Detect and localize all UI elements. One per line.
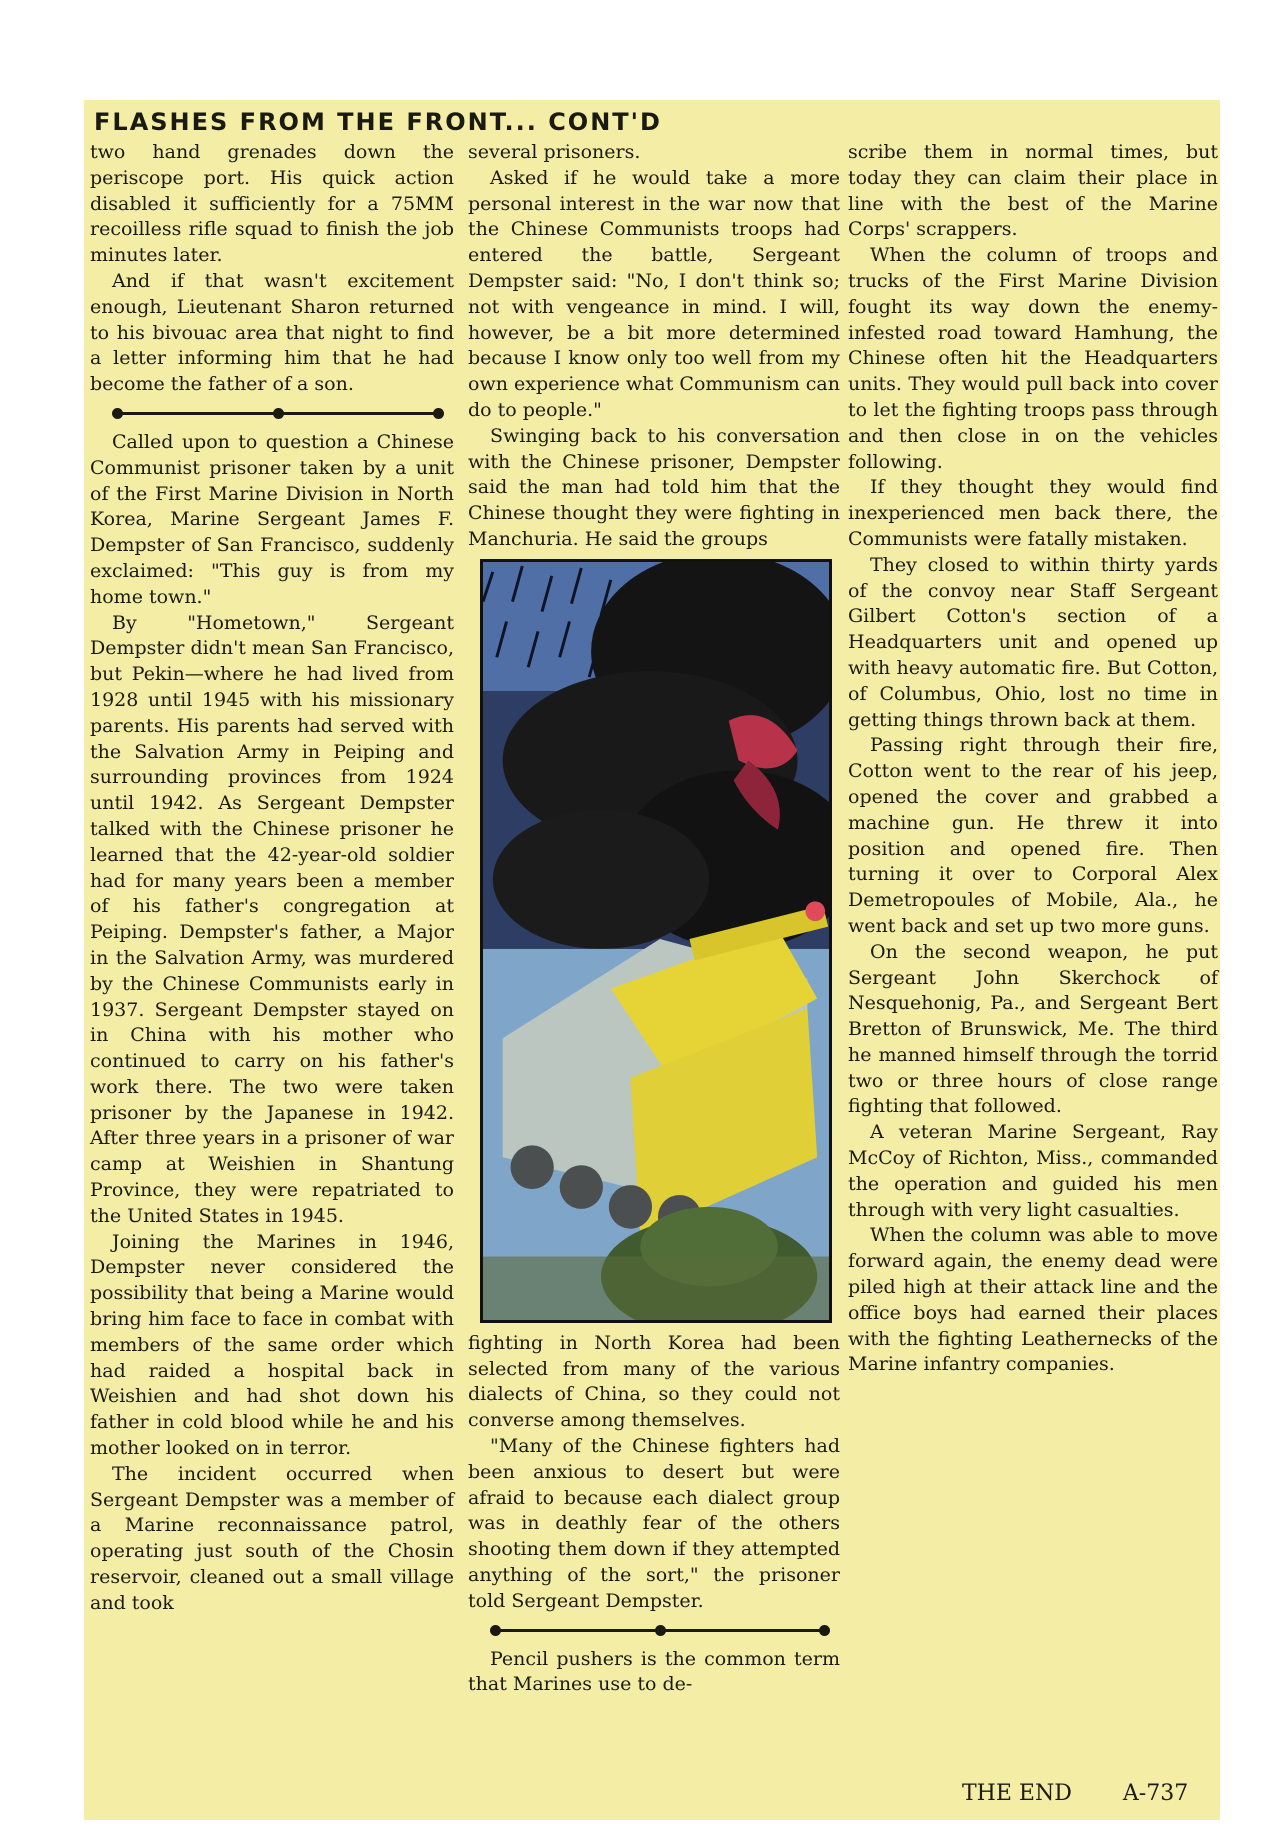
the-end-label: THE END (962, 1781, 1072, 1806)
comic-text-page (84, 100, 1220, 1820)
paragraph: Swinging back to his conversation with the Chinese prisoner, Dempster said the man had told him that the Chinese thought they were fighting in Manchuria. He said the groups (468, 424, 840, 550)
paragraph: By "Hometown," Sergeant Dempster didn't mean San Francisco, but Pekin—where he had lived from 1928 until 1945 with his missionary parents. His parents had served with the Salvation Army in Peiping and surrounding provinces from 1924 until 1942. As Sergeant Dempster talked with the Chinese prisoner he learned that the 42-year-old soldier had for many years been a member of his father's congregation at Peiping. Dempster's father, a Major in the Salvation Army, was murdered by the Chinese Communists early in 1937. Sergeant Dempster stayed on in China with his mother who continued to carry on his father's work there. The two were taken prisoner by the Japanese in 1942. After three years in a prisoner of war camp at Weishien in Shantung Province, they were repatriated to the United States in 1945. (90, 611, 454, 1227)
paragraph: They closed to within thirty yards of the convoy near Staff Sergeant Gilbert Cotton's section of a Headquarters unit and opened up with heavy automatic fire. But Cotton, of Columbus, Ohio, lost no time in getting things thrown back at them. (848, 553, 1218, 731)
paragraph: Joining the Marines in 1946, Dempster never considered the possibility that being a Marine would bring him face to face in combat with members of the same order which had raided a hospital back in Weishien and had shot down his father in cold blood while he and his mother looked on in terror. (90, 1230, 454, 1460)
paragraph: Passing right through their fire, Cotton went to the rear of his jeep, opened the cover and grabbed a machine gun. He threw it into position and opened fire. Then turning it over to Corporal Alex Demetropoules of Mobile, Ala., he went back and set up two more guns. (848, 734, 1218, 937)
paragraph: When the column was able to move forward again, the enemy dead were piled high at their attack line and the office boys had earned their places with the fighting Leathernecks of the Marine infantry companies. (848, 1224, 1218, 1376)
page-footer (962, 1781, 1188, 1806)
paragraph: Pencil pushers is the common term that Marines use to de- (468, 1647, 840, 1696)
paragraph: Called upon to question a Chinese Communist prisoner taken by a unit of the First Marine Division in North Korea, Marine Sergeant James F. Dempster of San Francisco, suddenly exclaimed: "This guy is from my home town." (90, 430, 454, 608)
section-divider (492, 1619, 828, 1641)
paragraph: If they thought they would find inexperienced men back there, the Communists were fatally mistaken. (848, 476, 1218, 550)
column-1 (90, 140, 454, 1617)
paragraph: When the column of troops and trucks of the First Marine Division fought its way down the enemy-infested road toward Hamhung, the Chinese often hit the Headquarters units. They would pull back into cover to let the fighting troops pass through and then close in on the vehicles following. (848, 244, 1218, 473)
paragraph: A veteran Marine Sergeant, Ray McCoy of Richton, Miss., commanded the operation and guided his men through with very light casualties. (848, 1121, 1218, 1221)
column-2 (468, 140, 840, 1698)
page-code: A-737 (1122, 1781, 1189, 1806)
paragraph: On the second weapon, he put Sergeant John Skerchock of Nesquehonig, Pa., and Sergeant Bert Bretton of Brunswick, Me. The third he manned himself through the torrid two or three hours of close range fighting that followed. (848, 940, 1218, 1118)
section-divider (114, 402, 442, 424)
paragraph: "Many of the Chinese fighters had been anxious to desert but were afraid to because each dialect group was in deathly fear of the others shooting them down if they attempted anything of the sort," the prisoner told Sergeant Dempster. (468, 1434, 840, 1612)
paragraph: The incident occurred when Sergeant Dempster was a member of a Marine reconnaissance patrol, operating just south of the Chosin reservoir, cleaned out a small village and took (90, 1462, 454, 1614)
column-3 (848, 140, 1218, 1378)
paragraph: And if that wasn't excitement enough, Lieutenant Sharon returned to his bivouac area that night to find a letter informing him that he had become the father of a son. (90, 269, 454, 396)
paragraph: several prisoners. (468, 141, 641, 163)
tank-battle-illustration (480, 559, 832, 1323)
paragraph: two hand grenades down the periscope port. His quick action disabled it sufficiently for a 75MM recoilless rifle squad to finish the job minutes later. (90, 141, 454, 267)
paragraph: Asked if he would take a more personal interest in the war now that the Chinese Communists troops had entered the battle, Sergeant Dempster said: "No, I don't think so; not with vengeance in mind. I will, however, be a bit more determined because I know only too well from my own experience what Communism can do to people." (468, 166, 840, 421)
page-title: FLASHES FROM THE FRONT... CONT'D (94, 108, 662, 136)
paragraph: scribe them in normal times, but today they can claim their place in line with the best of the Marine Corps' scrappers. (848, 141, 1218, 241)
paragraph: fighting in North Korea had been selected from many of the various dialects of China, so they could not converse among themselves. (468, 1331, 840, 1432)
